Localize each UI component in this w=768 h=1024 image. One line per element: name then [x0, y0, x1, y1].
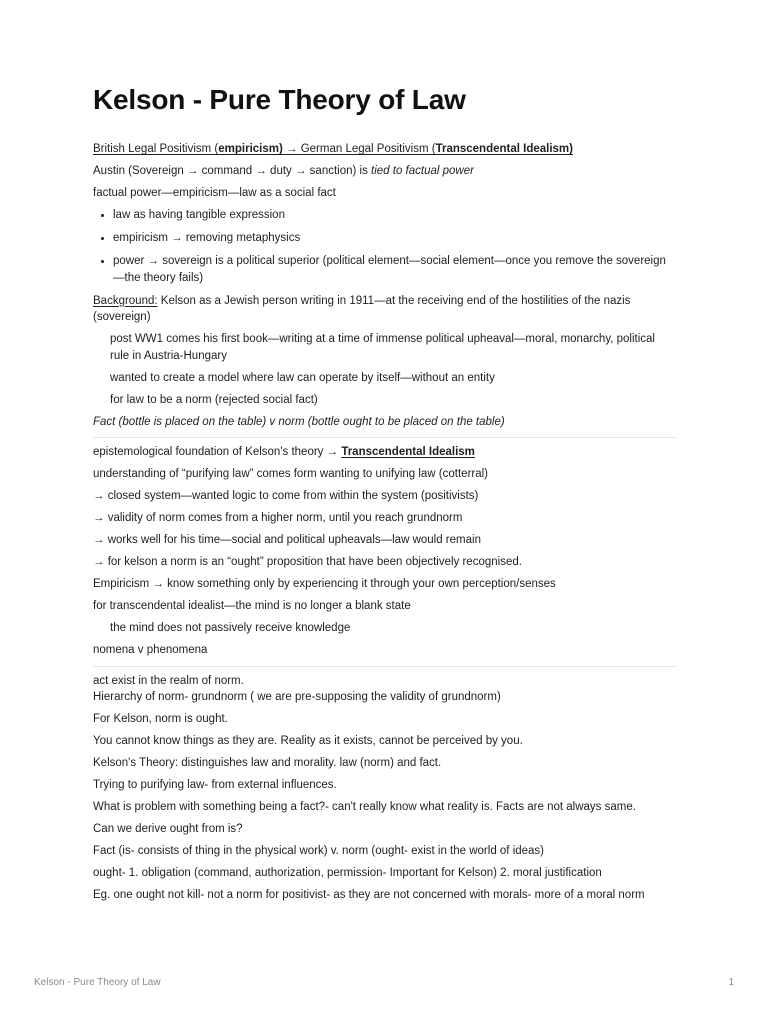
text-segment-bold: empiricism) → [218, 143, 301, 155]
paragraph-line: understanding of “purifying law” comes form wanting to unifying law (cotterral) [93, 468, 489, 480]
paragraph-line: for transcendental idealist—the mind is no longer a blank state [93, 600, 411, 612]
paragraph-line: act exist in the realm of norm. [93, 674, 244, 687]
text-segment-italic: tied to factual power [371, 165, 474, 177]
page-number: 1 [728, 977, 734, 988]
text-segment-bold: Transcendental Idealism) [435, 143, 573, 155]
text-segment: German Legal Positivism ( [300, 143, 436, 155]
text-segment: British Legal Positivism ( [93, 143, 219, 155]
epistemology-line [93, 444, 677, 461]
paragraph-line: Kelson's Theory: distinguishes law and morality. law (norm) and fact. [93, 757, 442, 769]
divider [93, 666, 677, 667]
document-body [93, 141, 677, 909]
paragraph-line: → closed system—wanted logic to come from within the system (positivists) [93, 490, 479, 502]
paragraph-line: What is problem with something being a fact?- can't really know what reality is. Facts are not always same. [93, 801, 636, 813]
indented-line: for law to be a norm (rejected social fact) [110, 393, 318, 406]
paragraph-line: Hierarchy of norm- grundnorm ( we are pre-supposing the validity of grundnorm) [93, 691, 501, 703]
paragraph-line: Empiricism → know something only by experiencing it through your own perception/senses [93, 578, 556, 590]
indented-line: wanted to create a model where law can operate by itself—without an entity [110, 371, 495, 384]
factual-power-line: factual power—empiricism—law as a social fact [93, 187, 336, 199]
background-paragraph [93, 293, 677, 326]
paragraph-line: Can we derive ought from is? [93, 823, 243, 835]
background-label: Background: [93, 294, 158, 307]
paragraph-line: nomena v phenomena [93, 644, 208, 656]
indented-line: post WW1 comes his first book—writing at a time of immense political upheaval—moral, monarchy, political rule in Austria-Hungary [110, 333, 655, 362]
paragraph-line: You cannot know things as they are. Reality as it exists, cannot be perceived by you. [93, 735, 523, 747]
page-title: Kelson - Pure Theory of Law [93, 84, 466, 115]
paragraph-line: ought- 1. obligation (command, authorization, permission- Important for Kelson) 2. moral justification [93, 867, 602, 879]
norm-hierarchy-block [93, 673, 677, 706]
list-item: • law as having tangible expression [113, 207, 677, 224]
paragraph-line: Eg. one ought not kill- not a norm for positivist- as they are not concerned with morals- more of a moral norm [93, 889, 645, 901]
bullet-list [93, 207, 677, 286]
austin-line [93, 163, 677, 180]
text-segment-bold: Transcendental Idealism [341, 446, 475, 458]
paragraph-line: → validity of norm comes from a higher norm, until you reach grundnorm [93, 512, 463, 524]
paragraph-line: → works well for his time—social and political upheavals—law would remain [93, 534, 481, 546]
paragraph-line: For Kelson, norm is ought. [93, 713, 228, 725]
divider [93, 437, 677, 438]
list-item: • empiricism → removing metaphysics [113, 230, 677, 247]
text-segment: Austin (Sovereign → command → duty → sanction) is [93, 165, 372, 177]
text-segment: epistemological foundation of Kelson's theory → [93, 446, 342, 458]
paragraph-line: → for kelson a norm is an “ought” proposition that have been objectively recognised. [93, 556, 522, 568]
paragraph-line: Fact (is- consists of thing in the physical work) v. norm (ought- exist in the world of ideas) [93, 845, 545, 857]
fact-norm-line: Fact (bottle is placed on the table) v norm (bottle ought to be placed on the table) [93, 415, 505, 428]
indented-line: the mind does not passively receive knowledge [110, 622, 351, 634]
list-item: • power → sovereign is a political superior (political element—social element—once you remove the sovereign—the theory fails) [113, 253, 677, 286]
footer-title: Kelson - Pure Theory of Law [34, 977, 161, 988]
positivism-heading-line [93, 141, 677, 158]
paragraph-line: Trying to purifying law- from external influences. [93, 779, 337, 791]
text-segment: Kelson as a Jewish person writing in 1911—at the receiving end of the hostilities of the nazis (sovereign) [93, 294, 631, 323]
